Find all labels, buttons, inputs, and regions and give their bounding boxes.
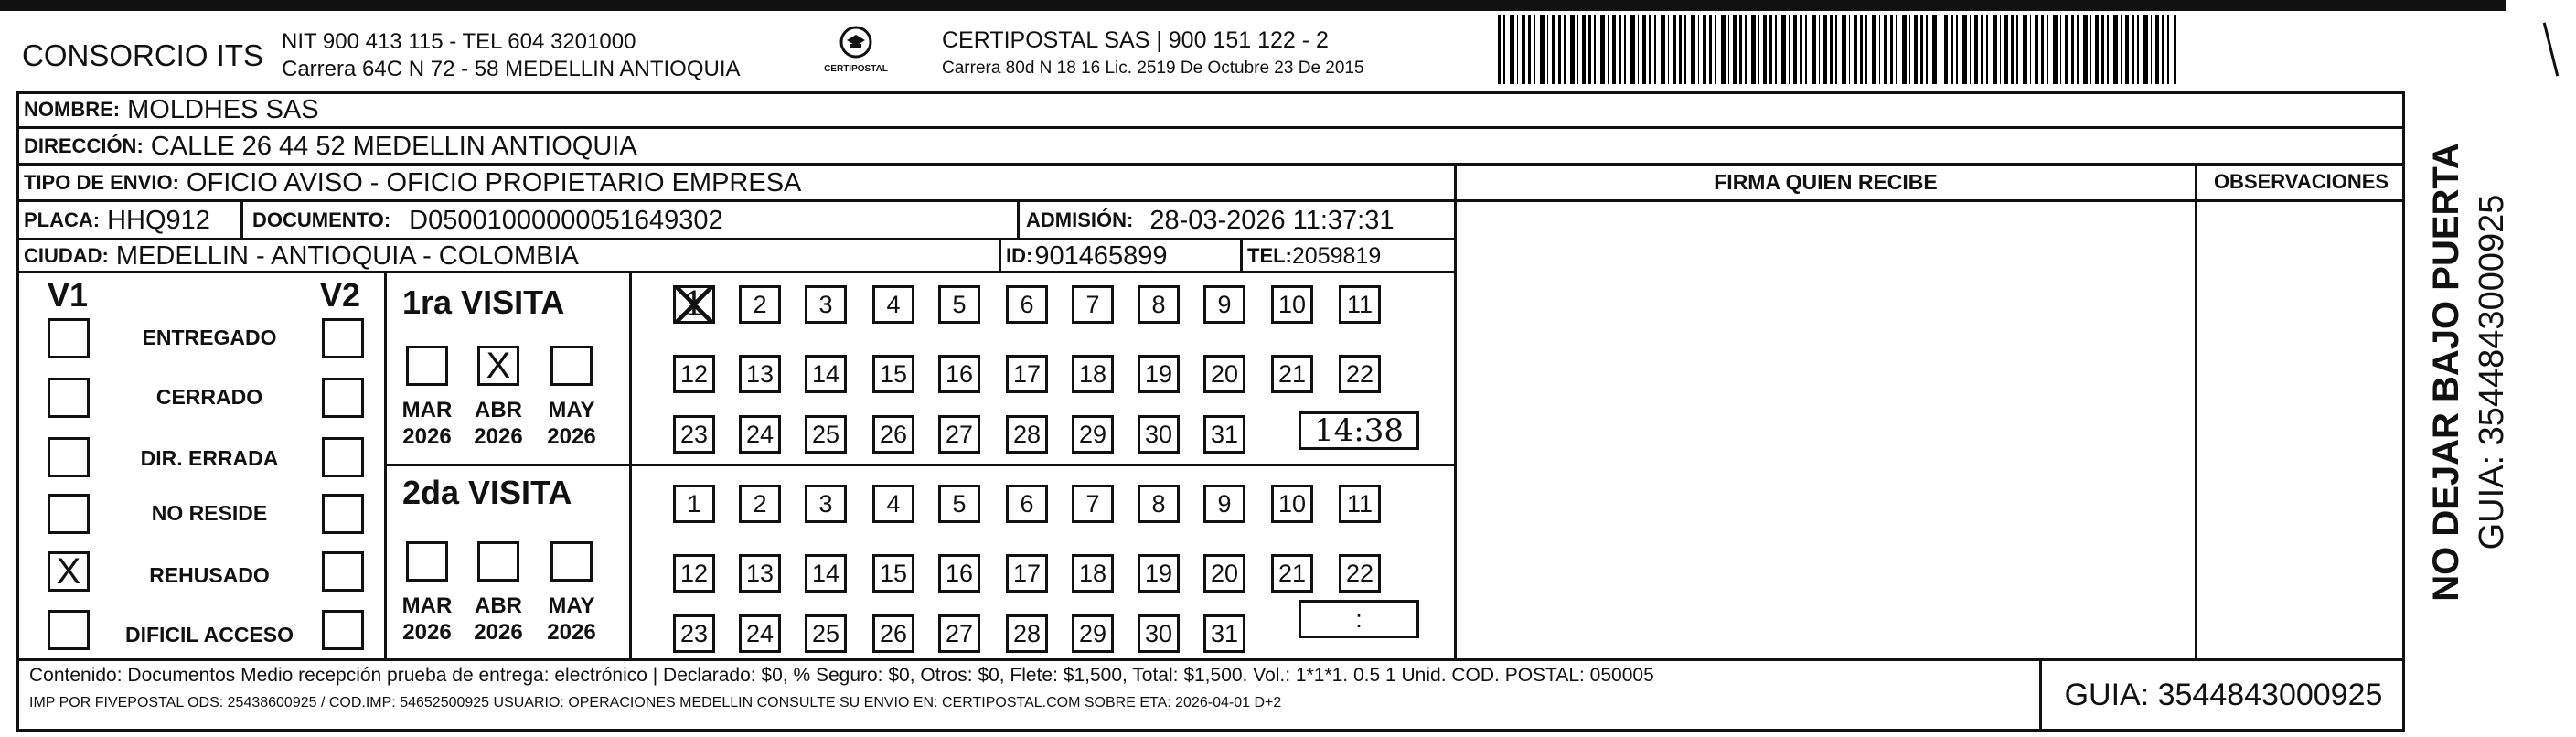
visit2-day-22[interactable]: 22	[1339, 554, 1381, 593]
certipostal-line1: CERTIPOSTAL SAS | 900 151 122 - 2	[942, 27, 1329, 53]
row-ciudad	[24, 240, 579, 272]
visit1-day-2[interactable]: 2	[739, 285, 781, 324]
company-name: CONSORCIO ITS	[22, 38, 264, 72]
visit2-day-30[interactable]: 30	[1138, 614, 1180, 653]
nombre-label: NOMBRE:	[24, 98, 121, 121]
month-name: MAR	[401, 398, 453, 422]
visit2-title: 2da VISITA	[402, 474, 572, 511]
visit1-title: 1ra VISITA	[402, 283, 565, 321]
visit1-day-14[interactable]: 14	[805, 355, 847, 393]
footer-guia: GUIA: 3544843000925	[2064, 677, 2383, 712]
tel-value: 2059819	[1291, 242, 1382, 269]
v2-checkbox-rehusado[interactable]	[322, 551, 364, 592]
visit2-month-abr-label	[466, 593, 530, 646]
right-edge-mark	[2543, 23, 2559, 77]
visit2-day-5[interactable]: 5	[938, 485, 980, 523]
tipo-value: OFICIO AVISO - OFICIO PROPIETARIO EMPRESA	[186, 167, 802, 198]
visit1-day-11[interactable]: 11	[1339, 285, 1381, 324]
visit1-day-24[interactable]: 24	[739, 415, 781, 454]
visit2-day-26[interactable]: 26	[872, 614, 914, 653]
visit1-day-6[interactable]: 6	[1006, 285, 1048, 324]
v1-label: V1	[48, 276, 89, 314]
vline-placa	[240, 199, 243, 240]
visit1-day-9[interactable]: 9	[1203, 285, 1245, 324]
vline-admision	[1017, 199, 1020, 240]
v1-checkbox-dir-errada[interactable]	[48, 437, 90, 477]
visit1-month-abr-checkbox[interactable]: X	[477, 346, 519, 386]
side-text-rotator	[2423, 107, 2515, 637]
certipostal-logo	[814, 24, 898, 80]
visit1-day-30[interactable]: 30	[1138, 415, 1180, 454]
visit1-day-7[interactable]: 7	[1072, 285, 1114, 324]
row-documento	[252, 201, 723, 240]
visit1-month-may-checkbox[interactable]	[550, 346, 593, 386]
month-name: MAY	[548, 593, 595, 618]
visit2-day-4[interactable]: 4	[872, 485, 914, 523]
nombre-value: MOLDHES SAS	[127, 94, 319, 124]
visit2-day-29[interactable]: 29	[1072, 614, 1114, 653]
vline-id	[999, 238, 1001, 272]
logo-text: CERTIPOSTAL	[824, 64, 888, 74]
visit2-day-1[interactable]: 1	[673, 485, 715, 523]
visit2-day-28[interactable]: 28	[1006, 614, 1048, 653]
row-direccion	[24, 128, 637, 165]
admision-value: 28-03-2026 11:37:31	[1149, 205, 1395, 235]
line-visits	[384, 464, 1456, 466]
visit2-day-14[interactable]: 14	[805, 554, 847, 593]
status-label-dir-errada: DIR. ERRADA	[140, 446, 279, 470]
visit2-time-box[interactable]: :	[1299, 600, 1419, 638]
visit1-month-may-label	[540, 397, 604, 450]
status-label-entregado: ENTREGADO	[142, 326, 277, 349]
visit2-day-11[interactable]: 11	[1339, 485, 1381, 523]
month-name: ABR	[475, 398, 522, 422]
visit2-day-2[interactable]: 2	[739, 485, 781, 523]
v2-label: V2	[320, 276, 361, 314]
visit1-day-18[interactable]: 18	[1072, 355, 1114, 393]
direccion-value: CALLE 26 44 52 MEDELLIN ANTIOQUIA	[150, 131, 637, 161]
visit2-day-24[interactable]: 24	[739, 614, 781, 653]
visit2-day-25[interactable]: 25	[805, 614, 847, 653]
month-name: MAY	[548, 398, 595, 422]
visit1-day-13[interactable]: 13	[739, 355, 781, 393]
visit2-day-18[interactable]: 18	[1072, 554, 1114, 593]
month-name: ABR	[475, 593, 522, 618]
ciudad-label: CIUDAD:	[24, 244, 109, 267]
tel-label: TEL:	[1247, 244, 1292, 267]
visit1-day-29[interactable]: 29	[1072, 415, 1114, 454]
tipo-label: TIPO DE ENVIO:	[24, 171, 179, 194]
visit2-day-20[interactable]: 20	[1203, 554, 1245, 593]
visit1-month-mar-label	[395, 397, 459, 450]
v1-checkbox-rehusado[interactable]: X	[48, 551, 90, 592]
visit2-day-31[interactable]: 31	[1203, 614, 1245, 653]
visit1-month-mar-checkbox[interactable]	[406, 346, 448, 386]
visit1-day-17[interactable]: 17	[1006, 355, 1048, 393]
month-year: 2026	[402, 620, 452, 645]
visit2-day-7[interactable]: 7	[1072, 485, 1114, 523]
certipostal-line2: Carrera 80d N 18 16 Lic. 2519 De Octubre 23 De 2015	[942, 59, 1364, 78]
id-label: ID:	[1006, 244, 1033, 267]
visit1-day-4[interactable]: 4	[872, 285, 914, 324]
v1-checkbox-entregado[interactable]	[48, 318, 90, 358]
visit1-day-20[interactable]: 20	[1203, 355, 1245, 393]
no-dejar-bajo-puerta: NO DEJAR BAJO PUERTA	[2426, 143, 2466, 602]
visit1-day-21[interactable]: 21	[1271, 355, 1313, 393]
visit1-time-box[interactable]: 14:38	[1299, 411, 1419, 450]
visit2-month-may-label	[540, 593, 604, 646]
visit1-day-15[interactable]: 15	[872, 355, 914, 393]
v1-checkbox-dificil-acceso[interactable]	[48, 610, 90, 650]
top-border	[0, 0, 2506, 11]
firma-label: FIRMA QUIEN RECIBE	[1714, 170, 1938, 194]
vline-tel	[1240, 238, 1243, 272]
status-label-cerrado: CERRADO	[155, 385, 263, 409]
visit2-day-21[interactable]: 21	[1271, 554, 1313, 593]
visit1-day-26[interactable]: 26	[872, 415, 914, 454]
observaciones-label: OBSERVACIONES	[2213, 170, 2389, 193]
month-year: 2026	[402, 424, 452, 449]
barcode-image	[1498, 15, 2176, 84]
vline-observaciones	[2195, 163, 2197, 661]
visit2-day-10[interactable]: 10	[1271, 485, 1313, 523]
v2-checkbox-entregado[interactable]	[322, 318, 364, 358]
visit1-day-5[interactable]: 5	[938, 285, 980, 324]
visit2-day-3[interactable]: 3	[805, 485, 847, 523]
v2-checkbox-dir-errada[interactable]	[322, 437, 364, 477]
visit1-day-28[interactable]: 28	[1006, 415, 1048, 454]
company-address: Carrera 64C N 72 - 58 MEDELLIN ANTIOQUIA	[282, 57, 741, 81]
month-year: 2026	[474, 620, 523, 645]
v1-checkbox-cerrado[interactable]	[48, 378, 90, 418]
visit1-day-25[interactable]: 25	[805, 415, 847, 454]
v2-checkbox-dificil-acceso[interactable]	[322, 610, 364, 650]
status-label-dificil-acceso: DIFICIL ACCESO	[124, 623, 294, 646]
ciudad-value: MEDELLIN - ANTIOQUIA - COLOMBIA	[115, 240, 579, 271]
v2-checkbox-no-reside[interactable]	[322, 494, 364, 534]
visit1-day-19[interactable]: 19	[1138, 355, 1180, 393]
nit-line: NIT 900 413 115 - TEL 604 3201000	[282, 29, 636, 54]
direccion-label: DIRECCIÓN:	[24, 134, 144, 157]
footer-print-line: IMP POR FIVEPOSTAL ODS: 25438600925 / COD.IMP: 54652500925 USUARIO: OPERACIONES MEDELLIN CONSULTE SU ENVIO EN: CERTIPOSTAL.COM SOBRE ETA: 2026-04-01 D+2	[29, 695, 1282, 710]
admision-label: ADMISIÓN:	[1026, 208, 1134, 231]
month-year: 2026	[547, 620, 596, 645]
visit1-day-3[interactable]: 3	[805, 285, 847, 324]
documento-label: DOCUMENTO:	[252, 208, 391, 231]
placa-label: PLACA:	[24, 208, 101, 231]
v2-checkbox-cerrado[interactable]	[322, 378, 364, 418]
status-label-no-reside: NO RESIDE	[151, 501, 268, 525]
visit1-day-1[interactable]: 1	[673, 285, 715, 324]
visit2-day-19[interactable]: 19	[1138, 554, 1180, 593]
row-placa	[24, 201, 210, 240]
visit2-day-9[interactable]: 9	[1203, 485, 1245, 523]
month-year: 2026	[474, 424, 523, 449]
visit1-day-10[interactable]: 10	[1271, 285, 1313, 324]
visit2-day-13[interactable]: 13	[739, 554, 781, 593]
placa-value: HHQ912	[107, 205, 210, 235]
visit2-day-6[interactable]: 6	[1006, 485, 1048, 523]
visit2-day-15[interactable]: 15	[872, 554, 914, 593]
id-value: 901465899	[1034, 240, 1168, 271]
visit1-day-22[interactable]: 22	[1339, 355, 1381, 393]
visit2-month-mar-checkbox[interactable]	[406, 541, 448, 582]
row-tipo	[24, 165, 801, 201]
month-name: MAR	[401, 593, 453, 618]
row-id	[1006, 240, 1167, 272]
visit1-day-31[interactable]: 31	[1203, 415, 1245, 454]
visit2-day-23[interactable]: 23	[673, 614, 715, 653]
visit2-day-17[interactable]: 17	[1006, 554, 1048, 593]
month-year: 2026	[547, 424, 596, 449]
visit2-month-mar-label	[395, 593, 459, 646]
visit1-month-abr-label	[466, 397, 530, 450]
side-guia: GUIA: 3544843000925	[2473, 194, 2511, 550]
vline-firma	[1454, 163, 1457, 661]
v1-checkbox-no-reside[interactable]	[48, 494, 90, 534]
visit1-day-23[interactable]: 23	[673, 415, 715, 454]
visit2-day-8[interactable]: 8	[1138, 485, 1180, 523]
visit1-day-12[interactable]: 12	[673, 355, 715, 393]
visit2-month-abr-checkbox[interactable]	[477, 541, 519, 582]
row-tel	[1247, 240, 1381, 272]
visit1-day-16[interactable]: 16	[938, 355, 980, 393]
visit1-day-8[interactable]: 8	[1138, 285, 1180, 324]
visit2-day-16[interactable]: 16	[938, 554, 980, 593]
visit2-month-may-checkbox[interactable]	[550, 541, 593, 582]
visit2-day-12[interactable]: 12	[673, 554, 715, 593]
visit2-day-27[interactable]: 27	[938, 614, 980, 653]
footer-content-line: Contenido: Documentos Medio recepción prueba de entrega: electrónico | Declarado: $0, % Seguro: $0, Otros: $0, Flete: $1,500, Total: $1,500. Vol.: 1*1*1. 0.5 1 Unid. COD. POSTAL: 050005	[29, 665, 1654, 686]
documento-value: D05001000000051649302	[409, 205, 723, 235]
visit1-day-27[interactable]: 27	[938, 415, 980, 454]
row-admision	[1026, 201, 1394, 240]
status-label-rehusado: REHUSADO	[149, 563, 270, 587]
row-nombre	[24, 91, 319, 128]
